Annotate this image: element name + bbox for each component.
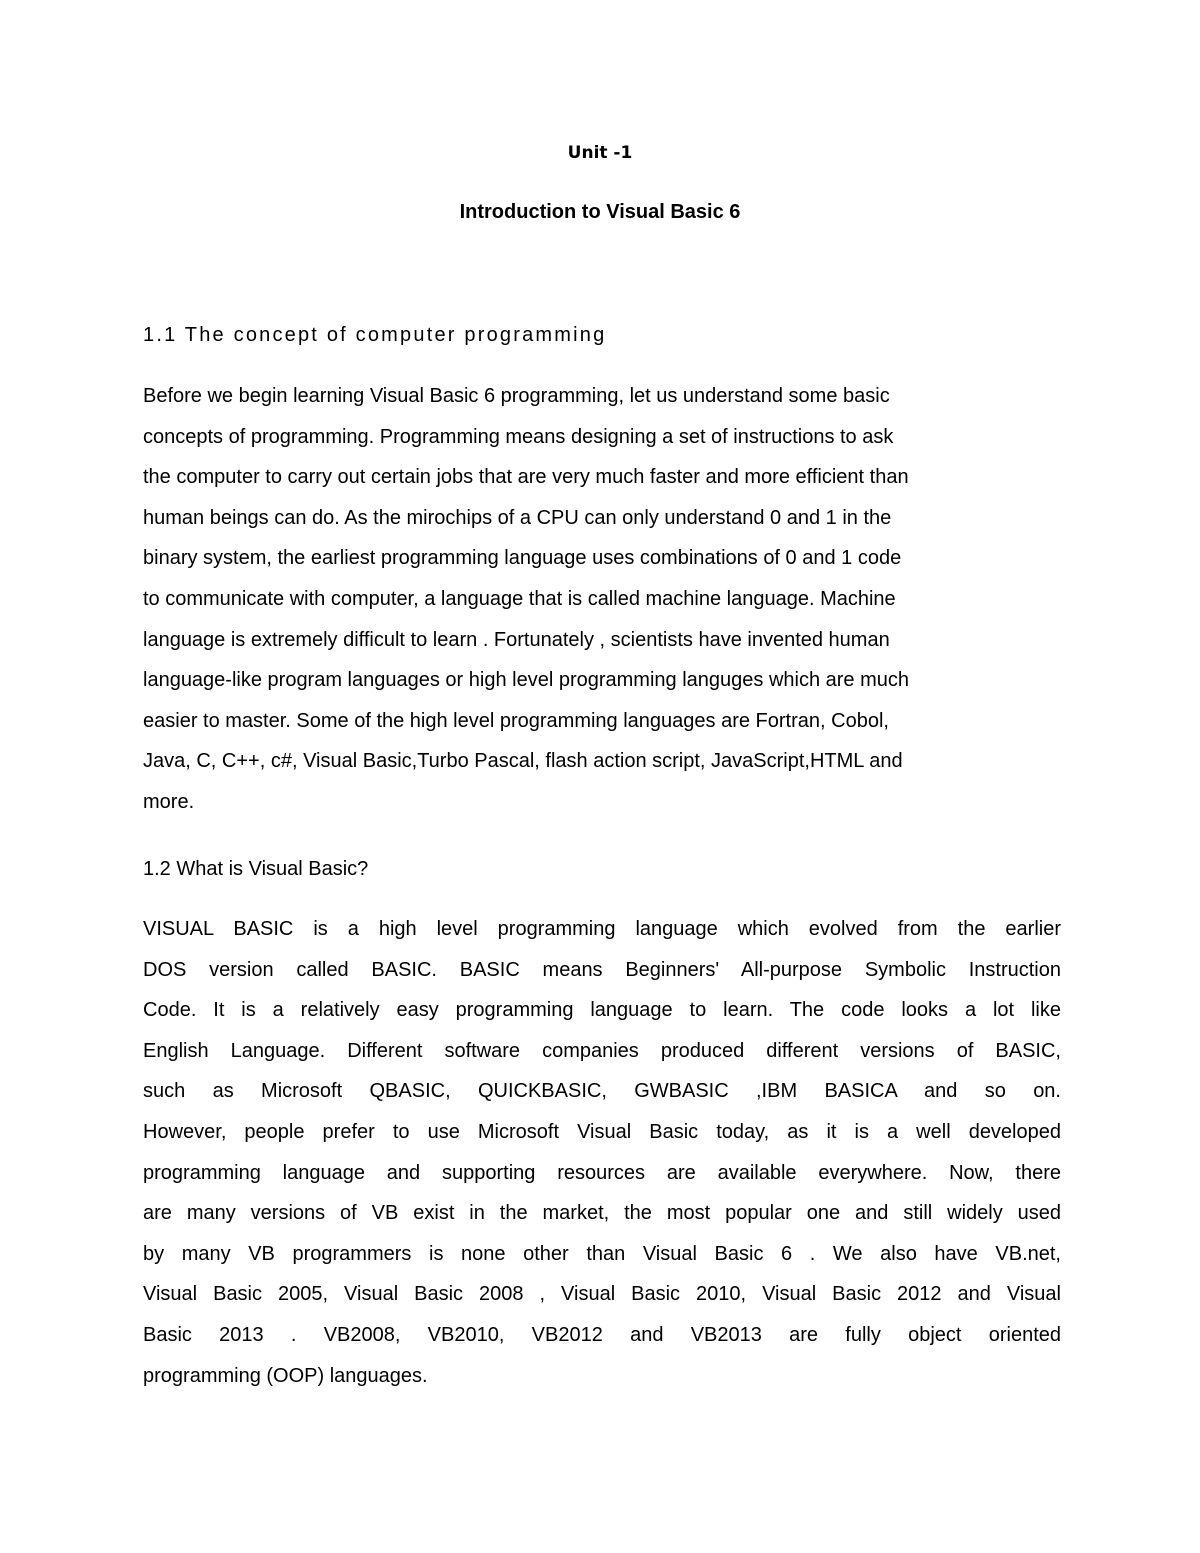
paragraph-line: the computer to carry out certain jobs that are very much faster and more efficient than (143, 466, 909, 489)
paragraph-line: programming (OOP) languages. (143, 1364, 428, 1387)
document-title: Introduction to Visual Basic 6 (459, 201, 741, 223)
section-heading-1-2: 1.2 What is Visual Basic? (143, 858, 369, 880)
paragraph-line: binary system, the earliest programming language uses combinations of 0 and 1 code (143, 547, 902, 570)
paragraph-line: Basic 2013 . VB2008, VB2010, VB2012 and VB2013 are fully object oriented (143, 1323, 1061, 1346)
paragraph-line: Before we begin learning Visual Basic 6 programming, let us understand some basic (143, 385, 890, 407)
paragraph-line: such as Microsoft QBASIC, QUICKBASIC, GWBASIC ,IBM BASICA and so on. (143, 1080, 1061, 1103)
paragraph-line: human beings can do. As the mirochips of a CPU can only understand 0 and 1 in the (143, 506, 892, 529)
paragraph-line: by many VB programmers is none other than Visual Basic 6 . We also have VB.net, (143, 1242, 1061, 1265)
section-1-1-paragraph (143, 376, 1061, 823)
paragraph-line: language-like program languages or high level programming languges which are much (143, 669, 909, 692)
paragraph-line: are many versions of VB exist in the market, the most popular one and still widely used (143, 1202, 1061, 1225)
paragraph-line: Java, C, C++, c#, Visual Basic,Turbo Pascal, flash action script, JavaScript,HTML and (143, 750, 903, 773)
paragraph-line: Code. It is a relatively easy programming language to learn. The code looks a lot like (143, 999, 1061, 1022)
paragraph-line: to communicate with computer, a language that is called machine language. Machine (143, 587, 896, 610)
paragraph-line: programming language and supporting resources are available everywhere. Now, there (143, 1161, 1061, 1184)
section-heading-1-1: 1.1 The concept of computer programming (143, 324, 607, 346)
paragraph-line: English Language. Different software companies produced different versions of BASIC, (143, 1039, 1061, 1062)
unit-label: Unit -1 (567, 143, 633, 163)
paragraph-line: concepts of programming. Programming means designing a set of instructions to ask (143, 425, 894, 448)
section-1-2-paragraph (143, 909, 1061, 1396)
paragraph-line: language is extremely difficult to learn . Fortunately , scientists have invented human (143, 628, 890, 651)
paragraph-line: easier to master. Some of the high level programming languages are Fortran, Cobol, (143, 709, 889, 732)
paragraph-line: However, people prefer to use Microsoft Visual Basic today, as it is a well developed (143, 1120, 1061, 1143)
paragraph-line: Visual Basic 2005, Visual Basic 2008 , Visual Basic 2010, Visual Basic 2012 and Visual (143, 1283, 1061, 1306)
paragraph-line: VISUAL BASIC is a high level programming language which evolved from the earlier (143, 918, 1061, 940)
paragraph-line: DOS version called BASIC. BASIC means Beginners' All-purpose Symbolic Instruction (143, 958, 1061, 981)
paragraph-line: more. (143, 790, 195, 813)
